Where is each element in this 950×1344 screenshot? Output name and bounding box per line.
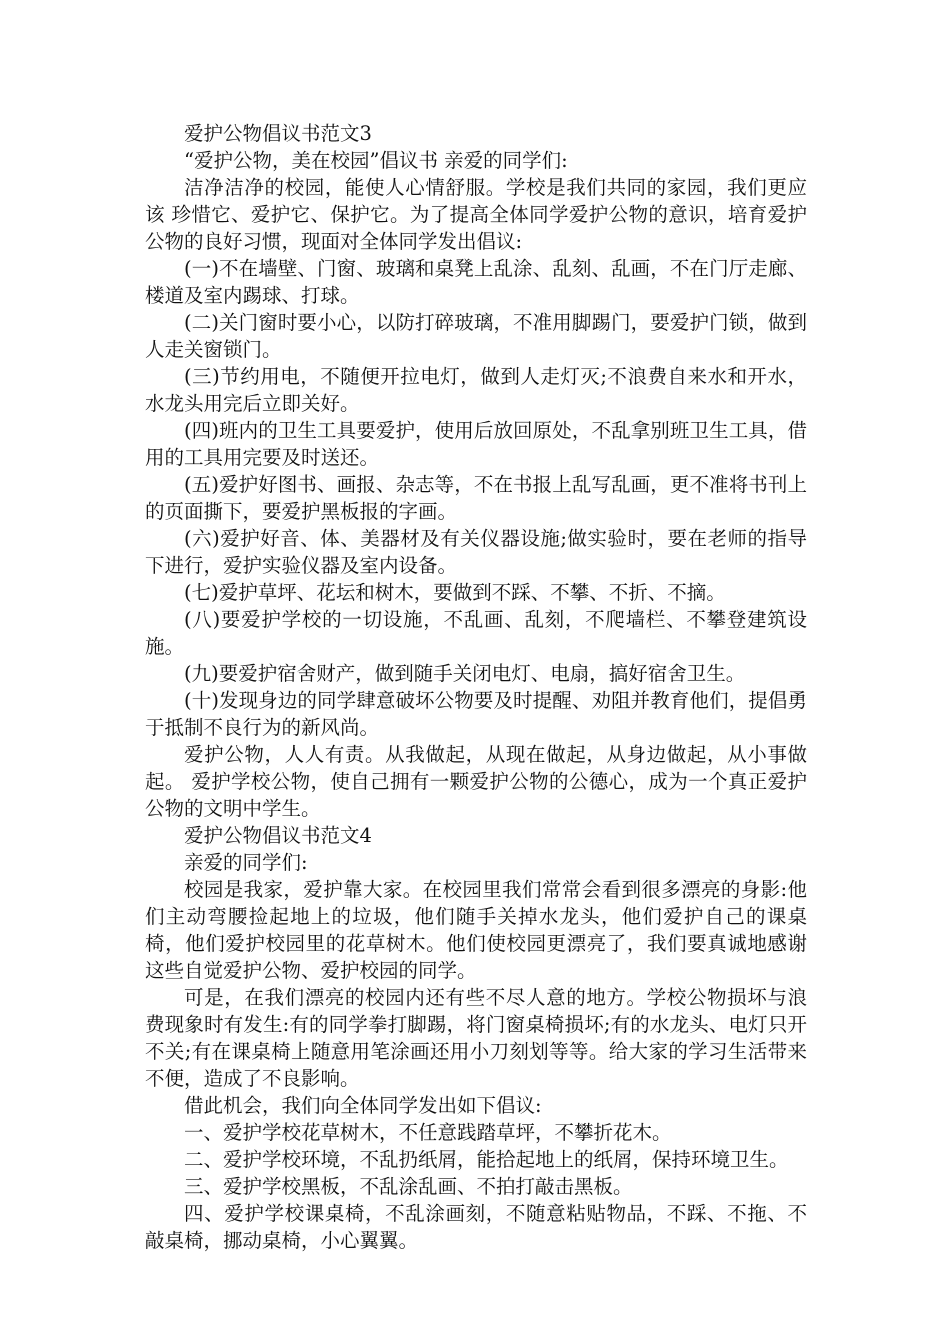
body-paragraph-3: 借此机会，我们向全体同学发出如下倡议: xyxy=(184,1094,542,1117)
body-paragraph-1: 校园是我家，爱护靠大家。在校园里我们常常会看到很多漂亮的身影:他们主动弯腰捡起地上的垃圾，他们随手关掉水龙头，他们爱护自己的课桌椅，他们爱护校园里的花草树木。他们使校园更漂亮了，我们要真诚地感谢这些自觉爱护公物、爱护校园的同学。 xyxy=(145,878,807,982)
salutation: 亲爱的同学们: xyxy=(184,851,308,874)
list-item-1: 一、爱护学校花草树木，不任意践踏草坪，不攀折花木。 xyxy=(184,1121,672,1144)
list-item-3: 三、爱护学校黑板，不乱涂乱画、不拍打敲击黑板。 xyxy=(184,1175,633,1198)
proposal-item-10: (十)发现身边的同学肆意破坏公物要及时提醒、劝阻并教育他们，提倡勇于抵制不良行为的新风尚。 xyxy=(145,689,807,739)
proposal-title-line: “爱护公物，美在校园”倡议书 亲爱的同学们: xyxy=(184,149,568,172)
section-heading-3: 爱护公物倡议书范文3 xyxy=(184,122,372,145)
proposal-item-7: (七)爱护草坪、花坛和树木，要做到不踩、不攀、不折、不摘。 xyxy=(184,581,726,604)
intro-paragraph: 洁净洁净的校园，能使人心情舒服。学校是我们共同的家园，我们更应该 珍惜它、爱护它、保护它。为了提高全体同学爱护公物的意识，培育爱护公物的良好习惯，现面对全体同学发出倡议: xyxy=(145,176,807,253)
proposal-item-5: (五)爱护好图书、画报、杂志等，不在书报上乱写乱画，更不准将书刊上的页面撕下，要爱护黑板报的字画。 xyxy=(145,473,807,523)
document-body xyxy=(145,120,807,1254)
proposal-item-4: (四)班内的卫生工具要爱护，使用后放回原处，不乱拿别班卫生工具，借用的工具用完要及时送还。 xyxy=(145,419,807,469)
proposal-item-9: (九)要爱护宿舍财产，做到随手关闭电灯、电扇，搞好宿舍卫生。 xyxy=(184,662,746,685)
proposal-item-6: (六)爱护好音、体、美器材及有关仪器设施;做实验时，要在老师的指导下进行，爱护实验仪器及室内设备。 xyxy=(145,527,807,577)
proposal-item-8: (八)要爱护学校的一切设施，不乱画、乱刻，不爬墙栏、不攀登建筑设施。 xyxy=(145,608,807,658)
proposal-item-2: (二)关门窗时要小心，以防打碎玻璃，不准用脚踢门，要爱护门锁，做到人走关窗锁门。 xyxy=(145,311,807,361)
proposal-item-1: (一)不在墙壁、门窗、玻璃和桌凳上乱涂、乱刻、乱画，不在门厅走廊、楼道及室内踢球、打球。 xyxy=(145,257,807,307)
list-item-4: 四、爱护学校课桌椅，不乱涂画刻，不随意粘贴物品，不踩、不拖、不敲桌椅，挪动桌椅，小心翼翼。 xyxy=(145,1202,807,1252)
proposal-item-3: (三)节约用电，不随便开拉电灯，做到人走灯灭;不浪费自来水和开水，水龙头用完后立即关好。 xyxy=(145,365,807,415)
body-paragraph-2: 可是，在我们漂亮的校园内还有些不尽人意的地方。学校公物损坏与浪费现象时有发生:有的同学拳打脚踢，将门窗桌椅损坏;有的水龙头、电灯只开不关;有在课桌椅上随意用笔涂画还用小刀刻划等等。给大家的学习生活带来不便，造成了不良影响。 xyxy=(145,986,807,1090)
list-item-2: 二、爱护学校环境，不乱扔纸屑，能拾起地上的纸屑，保持环境卫生。 xyxy=(184,1148,789,1171)
section-heading-4: 爱护公物倡议书范文4 xyxy=(184,824,372,847)
closing-paragraph: 爱护公物，人人有责。从我做起，从现在做起，从身边做起，从小事做起。 爱护学校公物，使自己拥有一颗爱护公物的公德心，成为一个真正爱护公物的文明中学生。 xyxy=(145,743,807,820)
